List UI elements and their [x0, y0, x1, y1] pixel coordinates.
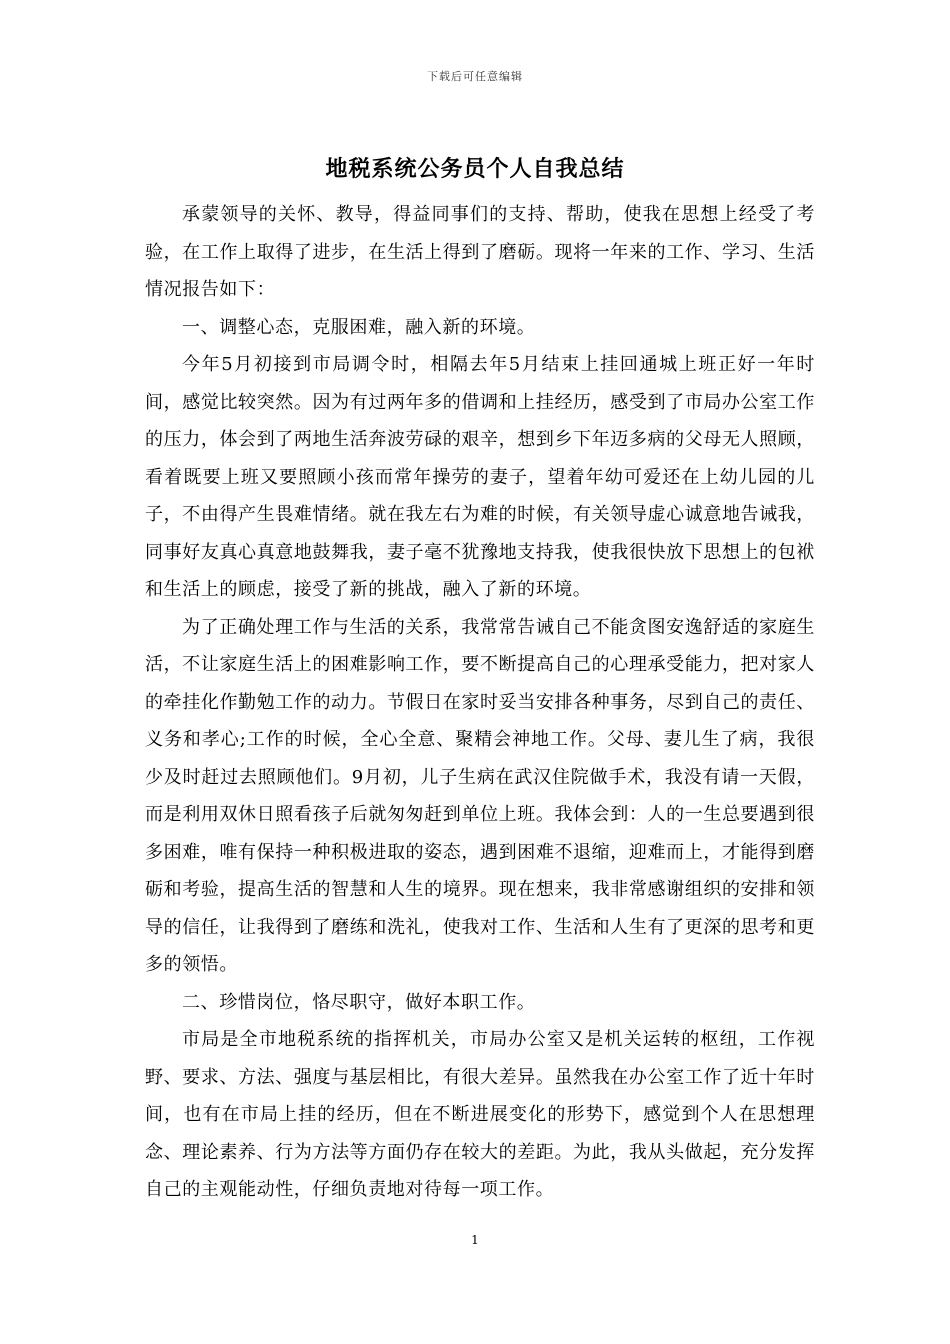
- document-title: 地税系统公务员个人自我总结: [325, 156, 625, 182]
- header-note: 下载后可任意编辑: [427, 70, 523, 83]
- page-number: 1: [471, 1233, 479, 1247]
- paragraph: 市局是全市地税系统的指挥机关，市局办公室又是机关运转的枢纽，工作视野、要求、方法、强度与基层相比，有很大差异。虽然我在办公室工作了近十年时间，也有在市局上挂的经历，但在不断进展变化的形势下，感觉到个人在思想理念、理论素养、行为方法等方面仍存在较大的差距。为此，我从头做起，充分发挥自己的主观能动性，仔细负责地对待每一项工作。: [145, 1029, 815, 1200]
- paragraph-intro: 承蒙领导的关怀、教导，得益同事们的支持、帮助，使我在思想上经受了考验，在工作上取得了进步，在生活上得到了磨砺。现将一年来的工作、学习、生活情况报告如下：: [145, 204, 815, 300]
- paragraph: 今年5月初接到市局调令时，相隔去年5月结束上挂回通城上班正好一年时间，感觉比较突然。因为有过两年多的借调和上挂经历，感受到了市局办公室工作的压力，体会到了两地生活奔波劳碌的艰辛，想到乡下年迈多病的父母无人照顾，看着既要上班又要照顾小孩而常年操劳的妻子，望着年幼可爱还在上幼儿园的儿子，不由得产生畏难情绪。就在我左右为难的时候，有关领导虚心诚意地告诫我，同事好友真心真意地鼓舞我，妻子毫不犹豫地支持我，使我很快放下思想上的包袱和生活上的顾虑，接受了新的挑战，融入了新的环境。: [145, 354, 815, 600]
- section-heading-1: 一、调整心态，克服困难，融入新的环境。: [182, 316, 536, 338]
- section-heading-2: 二、珍惜岗位，恪尽职守，做好本职工作。: [182, 991, 536, 1013]
- document-body: [145, 196, 815, 1209]
- paragraph: 为了正确处理工作与生活的关系，我常常告诫自己不能贪图安逸舒适的家庭生活，不让家庭生活上的困难影响工作，要不断提高自己的心理承受能力，把对家人的牵挂化作勤勉工作的动力。节假日在家时妥当安排各种事务，尽到自己的责任、义务和孝心;工作的时候，全心全意、聚精会神地工作。父母、妻儿生了病，我很少及时赶过去照顾他们。9月初，儿子生病在武汉住院做手术，我没有请一天假，而是利用双休日照看孩子后就匆匆赶到单位上班。我体会到：人的一生总要遇到很多困难，唯有保持一种积极进取的姿态，遇到困难不退缩，迎难而上，才能得到磨砺和考验，提高生活的智慧和人生的境界。现在想来，我非常感谢组织的安排和领导的信任，让我得到了磨练和洗礼，使我对工作、生活和人生有了更深的思考和更多的领悟。: [145, 616, 815, 975]
